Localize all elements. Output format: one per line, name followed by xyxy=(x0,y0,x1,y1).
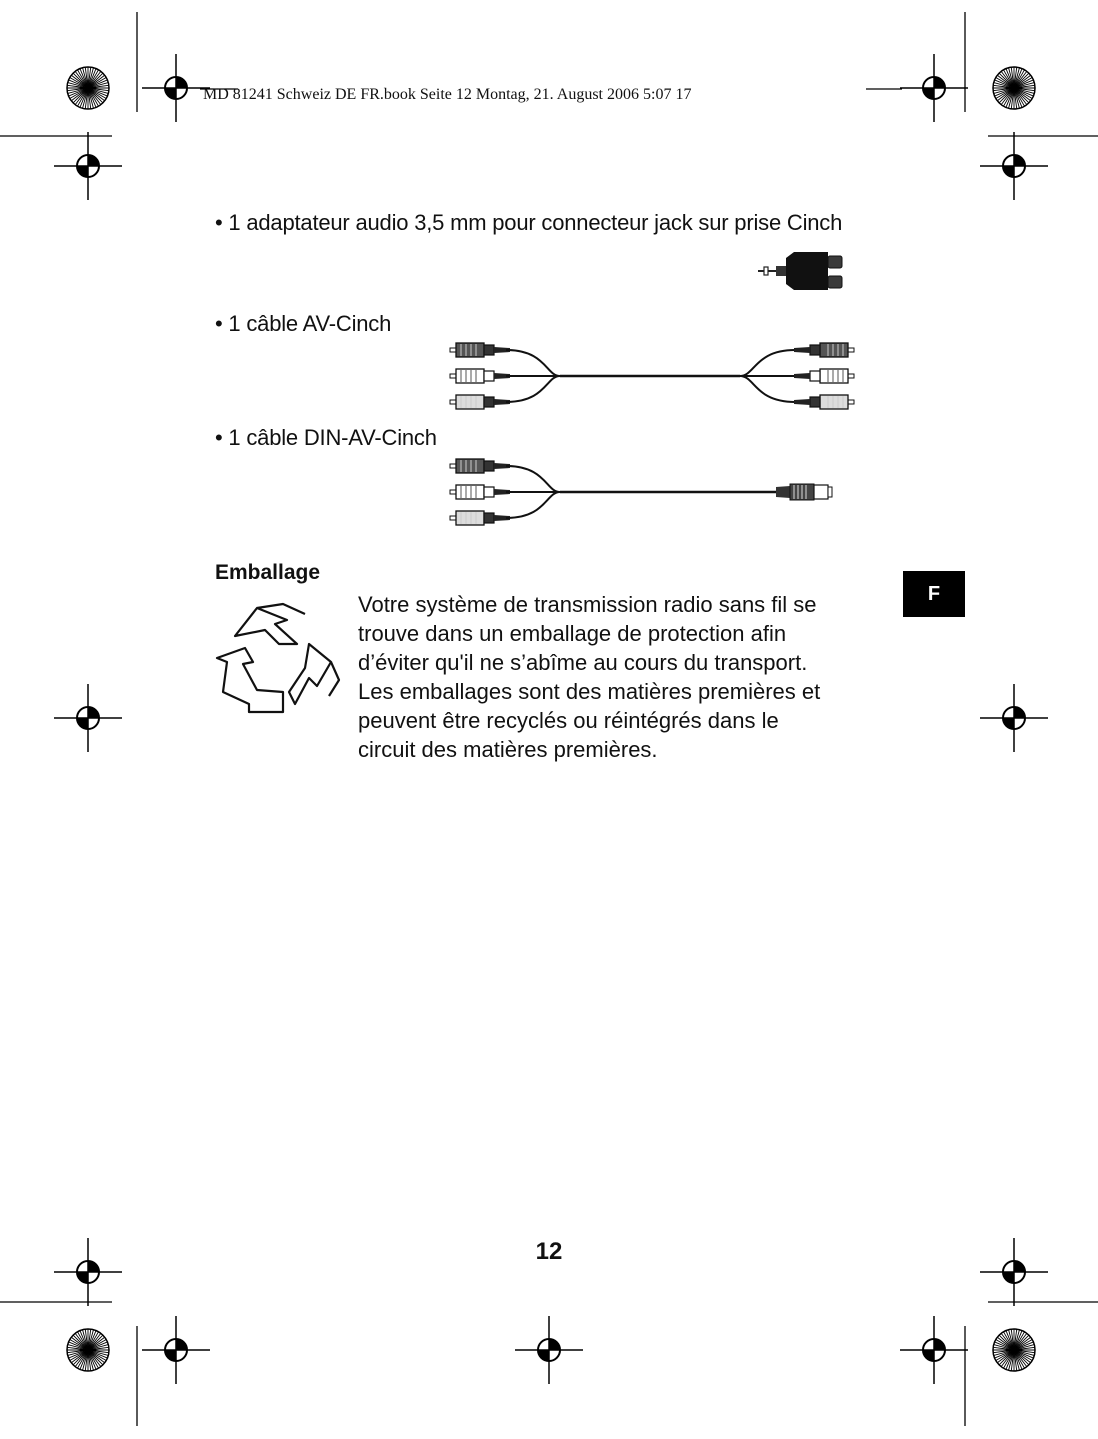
language-tab: F xyxy=(903,571,965,617)
recycle-icon xyxy=(213,600,345,718)
paragraph-line: Votre système de transmission radio sans fil se xyxy=(358,592,817,617)
rca-plug xyxy=(794,395,854,409)
av-cinch-cable-illustration xyxy=(450,340,860,412)
registration-mark xyxy=(54,132,122,200)
color-bar-mark xyxy=(67,67,109,109)
audio-adapter-illustration xyxy=(756,246,846,296)
page-number: 12 xyxy=(535,1238,563,1265)
paragraph-line: d’éviter qu'il ne s’abîme au cours du transport. xyxy=(358,650,808,675)
rca-plug xyxy=(450,485,510,499)
item-audio-adapter: • 1 adaptateur audio 3,5 mm pour connecteur jack sur prise Cinch xyxy=(215,210,843,235)
section-heading: Emballage xyxy=(215,561,321,584)
din-av-cinch-cable-illustration xyxy=(450,456,850,528)
item-av-cinch-cable: • 1 câble AV-Cinch xyxy=(215,311,392,336)
registration-mark xyxy=(980,684,1048,752)
item-din-av-cinch-cable: • 1 câble DIN-AV-Cinch xyxy=(215,425,437,450)
paragraph-line: trouve dans un emballage de protection afin xyxy=(358,621,787,646)
registration-mark xyxy=(142,1316,210,1384)
rca-plug xyxy=(450,511,510,525)
packaging-paragraph xyxy=(358,590,898,764)
registration-mark xyxy=(515,1316,583,1384)
rca-plug xyxy=(794,369,854,383)
registration-mark xyxy=(900,54,968,122)
color-bar-mark xyxy=(993,1329,1035,1371)
paragraph-line: Les emballages sont des matières premières et xyxy=(358,679,821,704)
paragraph-line: peuvent être recyclés ou réintégrés dans le xyxy=(358,708,779,733)
registration-mark xyxy=(142,54,210,122)
registration-mark xyxy=(980,132,1048,200)
rca-plug xyxy=(450,459,510,473)
color-bar-mark xyxy=(67,1329,109,1371)
rca-plug xyxy=(450,343,510,357)
paragraph-line: circuit des matières premières. xyxy=(358,737,658,762)
rca-plug xyxy=(450,395,510,409)
registration-mark xyxy=(900,1316,968,1384)
print-slug: MD 81241 Schweiz DE FR.book Seite 12 Montag, 21. August 2006 5:07 17 xyxy=(203,86,692,103)
rca-plug xyxy=(794,343,854,357)
color-bar-mark xyxy=(993,67,1035,109)
registration-mark xyxy=(54,684,122,752)
rca-plug xyxy=(450,369,510,383)
